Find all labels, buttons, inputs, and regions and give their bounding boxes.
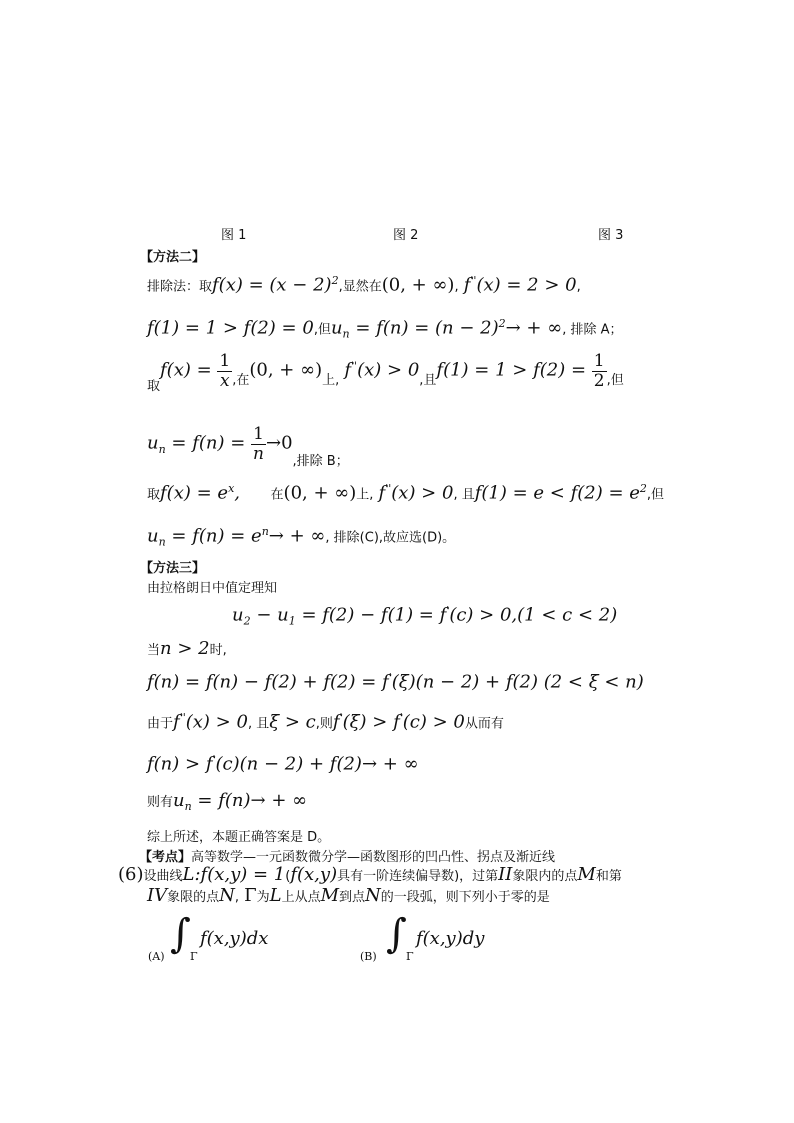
method-3-then-line: 则有$u_n = f(n)\to$ + ∞ xyxy=(147,790,308,814)
method-2-line-4: $u_n = f(n)$ = $\frac{1}{n}$ $\to 0_{,排除 B;}$ xyxy=(147,424,349,469)
keypoint-line: 【考点】高等数学—一元函数微分学—函数图形的凹凸性、拐点及渐近线 xyxy=(139,850,556,865)
integral-icon: ∫ xyxy=(386,911,407,957)
method-3-summary: 综上所述，本题正确答案是 D。 xyxy=(147,830,331,845)
option-b: (B) ∫ Γ f(x,y)dy xyxy=(360,911,485,963)
problem-6-line-1: (6)设曲线L:f(x,y) = 1(f(x,y)具有一阶连续偏导数)，过第II象限内的点M和第 xyxy=(118,864,622,885)
fraction-one-over-x: $\frac{1}{x}$ xyxy=(219,351,231,391)
method-3-when-line: 当n > 2时, xyxy=(147,638,227,659)
figure-1-caption: 图 1 xyxy=(221,228,247,243)
figure-3-caption: 图 3 xyxy=(598,228,624,243)
integral-icon: ∫ xyxy=(170,911,191,957)
method-3-since-line: 由于f''(x) > 0, 且ξ > c,则f'(ξ) > f'(c) > 0从而有 xyxy=(147,711,504,733)
method-2-line-3: $_取$f(x) = $\frac{1}{x}$ $_{,在}$(0, + $\infty)_{上,}$ $f''(x) > 0_{,且}f(1) = 1 > f(2)$ = $\frac{1}{2}$ $_{,但}$ xyxy=(147,351,624,394)
method-2-line-1: 排除法：取$f(x) = (x - 2)^2$,显然在(0, + ∞), f''(x) = 2 > 0, xyxy=(147,274,581,296)
option-a: (A) ∫ Γ f(x,y)dx xyxy=(148,911,269,963)
method-2-line-2: f(1) = 1 > f(2) = 0,但$u_n = f(n) = (n - 2)^2\to$ + ∞, 排除 A； xyxy=(147,317,623,341)
figure-2-caption: 图 2 xyxy=(393,228,419,243)
method-3-heading: 【方法三】 xyxy=(140,561,206,576)
problem-6-line-2: IV象限的点N, Γ为L上从点M到点N的一段弧，则下列小于零的是 xyxy=(147,885,550,906)
method-3-intro: 由拉格朗日中值定理知 xyxy=(147,581,278,596)
method-3-equation-1: $u_2 - u_1 = f(2) - f(1) = f'(c) > 0,(1 < c < 2)$ xyxy=(232,604,618,628)
fraction-one-over-n: $\frac{1}{n}$ xyxy=(253,424,264,464)
method-2-line-5: 取$f(x) = e^x$, 在(0, + ∞)上, f''(x) > 0, 且$f(1) = e < f(2) = e^2$,但 xyxy=(147,482,665,504)
method-2-line-6: $u_n = f(n) = e^n\to$ + ∞, 排除(C),故应选(D)。 xyxy=(147,525,456,549)
method-3-equation-2: f(n) = f(n) − f(2) + f(2) = f'(ξ)(n − 2) + f(2) (2 < ξ < n) xyxy=(147,671,644,693)
method-2-heading: 【方法二】 xyxy=(140,250,206,265)
method-3-equation-3: f(n) > f'(c)(n − 2) + f(2)→ + ∞ xyxy=(147,753,419,775)
fraction-one-half: $\frac{1}{2}$ xyxy=(593,351,605,391)
